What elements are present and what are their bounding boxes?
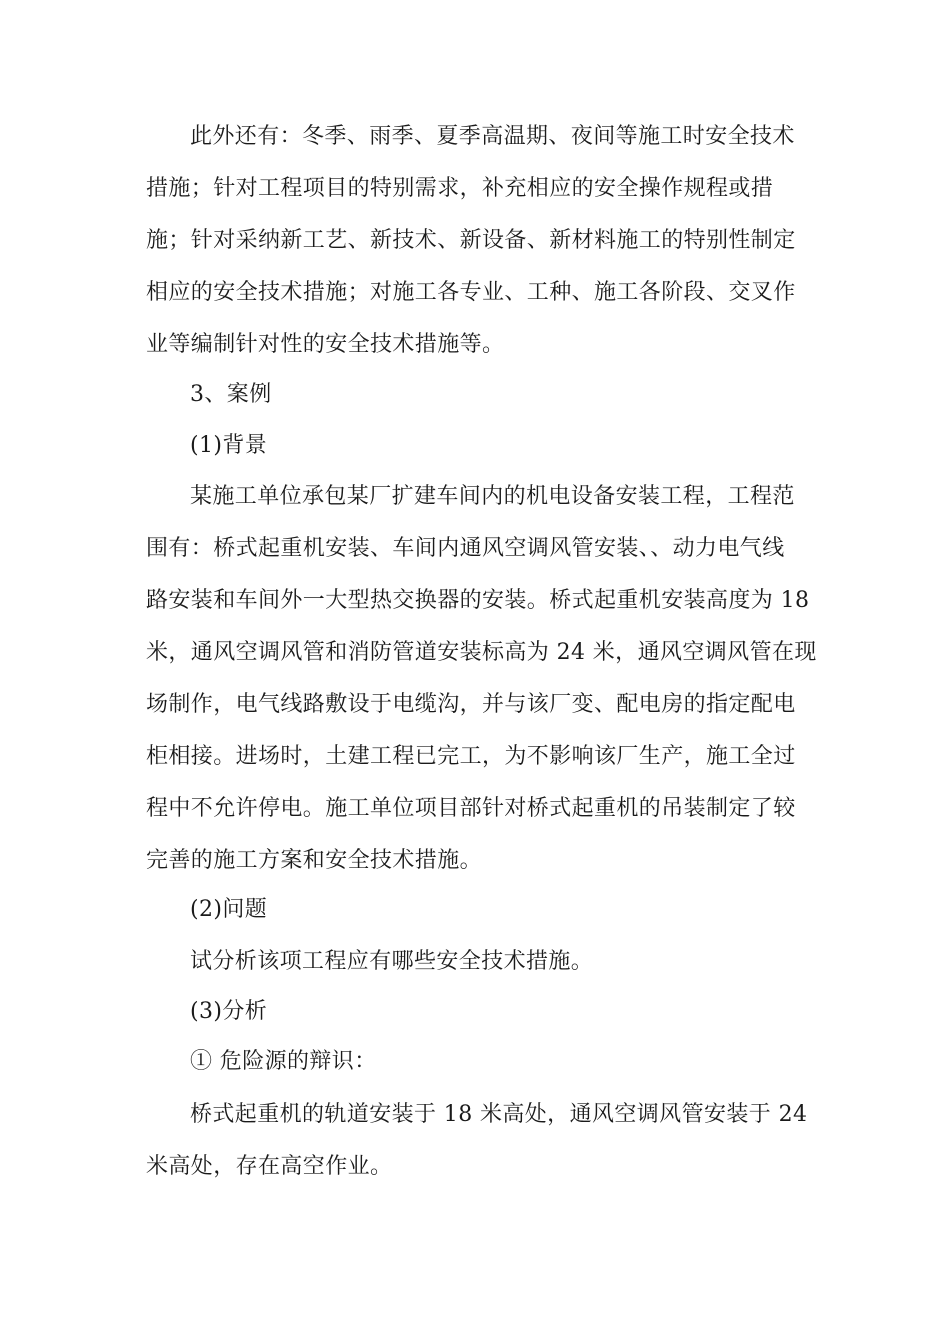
- paragraph-line: 试分析该项工程应有哪些安全技术措施。: [190, 949, 594, 974]
- paragraph-line: 场制作，电气线路敷设于电缆沟，并与该厂变、配电房的指定配电: [146, 692, 796, 717]
- paragraph-line: 程中不允许停电。施工单位项目部针对桥式起重机的吊装制定了较: [146, 796, 796, 821]
- section-heading: 3、案例: [190, 382, 272, 407]
- list-item-heading: ① 危险源的辩识：: [190, 1049, 377, 1074]
- paragraph-line: 米，通风空调风管和消防管道安装标高为 24 米，通风空调风管在现: [146, 640, 817, 665]
- paragraph-line: 路安装和车间外一大型热交换器的安装。桥式起重机安装高度为 18: [146, 588, 810, 613]
- paragraph-line: 桥式起重机的轨道安装于 18 米高处，通风空调风管安装于 24: [190, 1102, 808, 1127]
- paragraph-line: 业等编制针对性的安全技术措施等。: [146, 332, 505, 357]
- subsection-heading: (2)问题: [190, 897, 268, 922]
- paragraph-line: 措施；针对工程项目的特别需求，补充相应的安全操作规程或措: [146, 176, 774, 201]
- subsection-heading: (3)分析: [190, 999, 268, 1024]
- paragraph-line: 柜相接。进场时，土建工程已完工，为不影响该厂生产，施工全过: [146, 744, 796, 769]
- paragraph-line: 围有：桥式起重机安装、车间内通风空调风管安装、、动力电气线: [146, 536, 785, 561]
- subsection-heading: (1)背景: [190, 433, 268, 458]
- paragraph-line: 完善的施工方案和安全技术措施。: [146, 848, 483, 873]
- paragraph-line: 施；针对采纳新工艺、新技术、新设备、新材料施工的特别性制定: [146, 228, 796, 253]
- paragraph-line: 相应的安全技术措施；对施工各专业、工种、施工各阶段、交叉作: [146, 280, 796, 305]
- paragraph-line: 此外还有：冬季、雨季、夏季高温期、夜间等施工时安全技术: [190, 124, 795, 149]
- paragraph-line: 米高处，存在高空作业。: [146, 1154, 393, 1179]
- paragraph-line: 某施工单位承包某厂扩建车间内的机电设备安装工程，工程范: [190, 484, 795, 509]
